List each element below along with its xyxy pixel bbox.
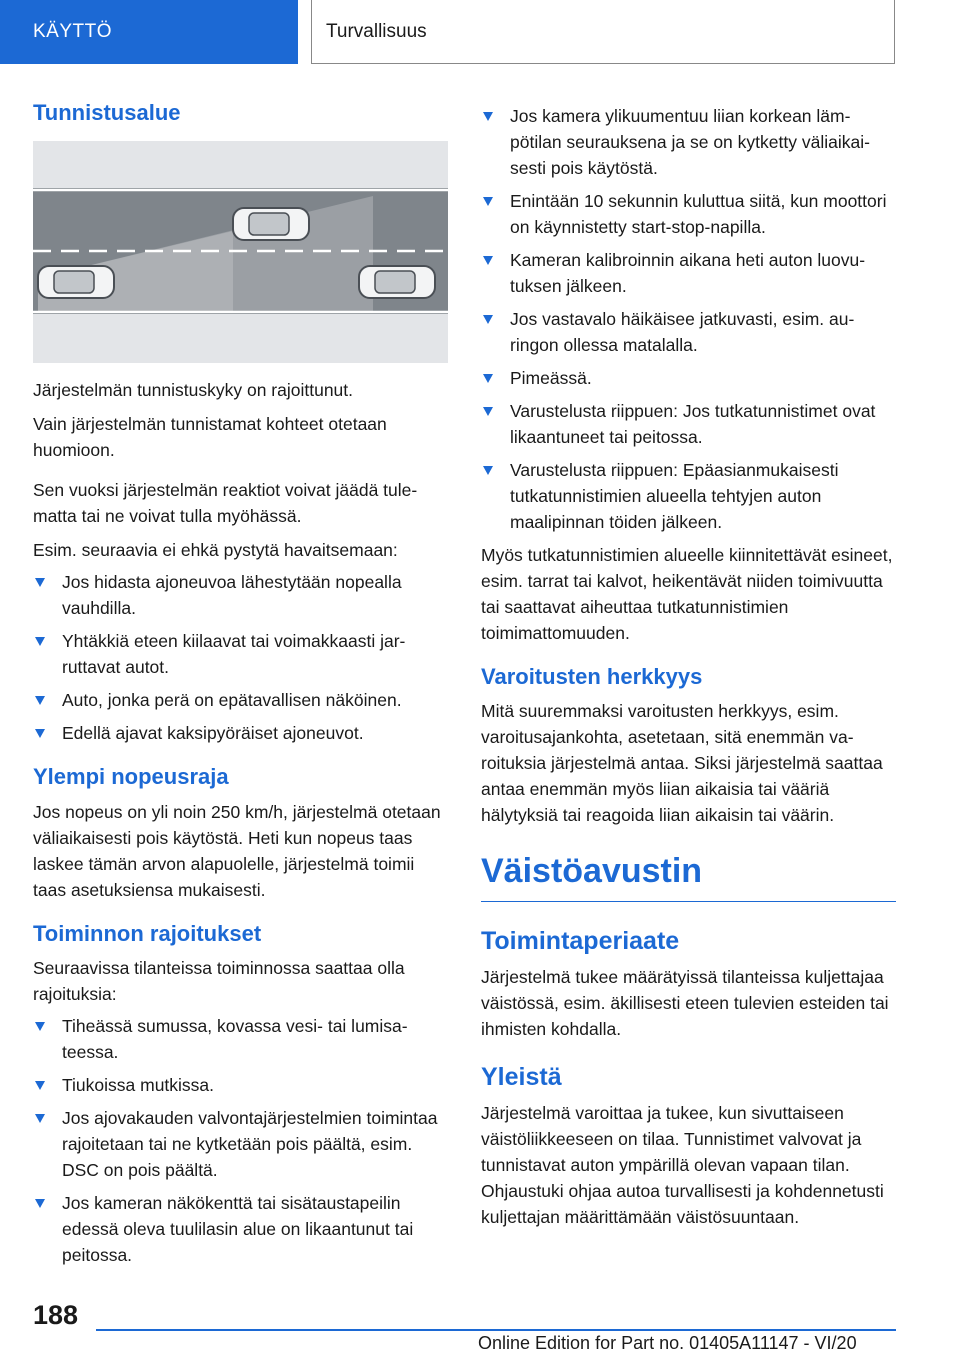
page-number: 188 [33,1300,79,1330]
list-item: Jos kameran näkökenttä tai sisätaustapeilin edessä oleva tuulilasin alue on likaantunut tai peitossa. [33,1190,448,1268]
list-item: Tiukoissa mutkissa. [33,1072,448,1098]
list-item: Pimeässä. [481,365,896,391]
bullet-list [33,569,448,746]
left-column [33,100,448,1275]
triangle-bullet-icon [483,407,493,416]
list-item: Jos kamera ylikuumentuu liian korkean lämpötilan seurauksena ja se on kytketty väliaikaisesti pois käytöstä. [481,103,896,181]
list-item: Jos hidasta ajoneuvoa lähestytään nopealla vauhdilla. [33,569,448,621]
paragraph: Järjestelmä varoittaa ja tukee, kun sivuttaiseen väistöliikkeeseen on tilaa. Tunnistimet valvovat ja tunnistavat auton ympärillä olevan vapaan tilan. Ohjaustuki ohjaa autoa turvallisesti ja kohdennetusti kuljettajan määrittämään väistösuuntaan. [481,1103,884,1228]
triangle-bullet-icon [35,729,45,738]
list-item: Varustelusta riippuen: Epäasianmukaisesti tutkatunnistimien alueella tehtyjen auton maalipinnan töiden jälkeen. [481,457,896,535]
heading-vaistoavustin: Väistöavustin [481,852,896,902]
car-icon [359,266,435,298]
triangle-bullet-icon [483,256,493,265]
right-column [481,103,896,1238]
heading-ylempi-nopeusraja: Ylempi nopeusraja [33,764,229,790]
list-item: Auto, jonka perä on epätavallisen näköinen. [33,687,448,713]
paragraph: Mitä suuremmaksi varoitusten herkkyys, esim. varoitusajankohta, asetetaan, sitä enemmän varoituksia järjestelmä antaa. Siksi järjestelmä saattaa antaa enemmän myös liian aikaisia tai vääriä hälytyksiä tai reagoida liian aikaisin tai väärin. [481,701,883,826]
triangle-bullet-icon [35,1199,45,1208]
car-icon [233,208,309,240]
heading-varoitusten-herkkyys: Varoitusten herkkyys [481,664,703,689]
triangle-bullet-icon [483,112,493,121]
list-item: Jos vastavalo häikäisee jatkuvasti, esim. auringon ollessa matalalla. [481,306,896,358]
paragraph: Seuraavissa tilanteissa toiminnossa saattaa olla rajoituksia: [33,958,405,1005]
list-item: Edellä ajavat kaksipyöräiset ajoneuvot. [33,720,448,746]
paragraph: Jos nopeus on yli noin 250 km/h, järjestelmä otetaan väliaikaisesti pois käytöstä. Heti kun nopeus taas laskee tämän arvon alapuolelle, järjestelmä toimii taas asetuksiensa mukaisesti. [33,801,441,900]
triangle-bullet-icon [35,696,45,705]
triangle-bullet-icon [483,466,493,475]
bullet-list [33,1013,448,1268]
heading-tunnistusalue: Tunnistusalue [33,100,181,125]
car-icon [38,266,114,298]
heading-toimintaperiaate: Toimintaperiaate [481,927,680,956]
list-item: Tiheässä sumussa, kovassa vesi- tai lumisateessa. [33,1013,448,1065]
list-item: Varustelusta riippuen: Jos tutkatunnistimet ovat likaantuneet tai peitossa. [481,398,896,450]
road-diagram [33,141,448,363]
triangle-bullet-icon [483,374,493,383]
paragraph: Vain järjestelmän tunnistamat kohteet otetaan huomioon. [33,414,387,461]
triangle-bullet-icon [483,315,493,324]
triangle-bullet-icon [483,197,493,206]
paragraph: Sen vuoksi järjestelmän reaktiot voivat jäädä tulematta tai ne voivat tulla myöhässä. [33,480,418,527]
footer-divider [96,1329,896,1331]
paragraph: Järjestelmän tunnistuskyky on rajoittunut. [33,380,354,401]
paragraph: Esim. seuraavia ei ehkä pystytä havaitsemaan: [33,540,398,561]
list-item: Kameran kalibroinnin aikana heti auton luovutuksen jälkeen. [481,247,896,299]
list-item: Enintään 10 sekunnin kuluttua siitä, kun moottori on käynnistetty start-stop-napilla. [481,188,896,240]
list-item: Yhtäkkiä eteen kiilaavat tai voimakkaasti jarruttavat autot. [33,628,448,680]
triangle-bullet-icon [35,578,45,587]
chapter-tab[interactable]: KÄYTTÖ [0,0,298,64]
detection-area-illustration [33,141,448,363]
list-item: Jos ajovakauden valvontajärjestelmien toimintaa rajoitetaan tai ne kytketään pois päältä, esim. DSC on pois päältä. [33,1105,448,1183]
bullet-list [481,103,896,535]
heading-toiminnon-rajoitukset: Toiminnon rajoitukset [33,920,262,946]
triangle-bullet-icon [35,1114,45,1123]
triangle-bullet-icon [35,637,45,646]
triangle-bullet-icon [35,1081,45,1090]
paragraph: Myös tutkatunnistimien alueelle kiinnitettävät esineet, esim. tarrat tai kalvot, heikentävät niiden toimivuutta tai saattavat aiheuttaa tutkatunnistimien toimimattomuuden. [481,545,893,643]
triangle-bullet-icon [35,1022,45,1031]
edition-footer: Online Edition for Part no. 01405A11147 - VI/20 [478,1333,857,1353]
heading-yleista: Yleistä [481,1063,562,1092]
section-title: Turvallisuus [311,0,895,64]
paragraph: Järjestelmä tukee määrätyissä tilanteissa kuljettajaa väistössä, esim. äkillisesti eteen tulevien esteiden tai ihmisten kohdalla. [481,967,889,1040]
